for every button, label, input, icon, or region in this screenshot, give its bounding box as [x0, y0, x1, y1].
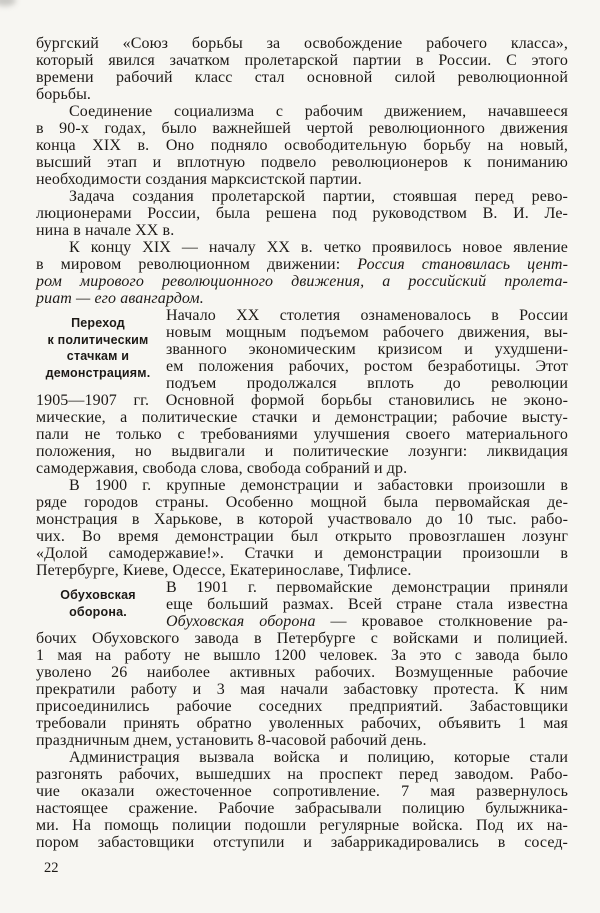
text-line: [36, 154, 568, 171]
text-line: [36, 494, 568, 511]
text-line: [36, 817, 568, 834]
emphasized-text: ром мирового революционного движения, а российский пролета-: [36, 273, 568, 290]
margin-note-line: к политическим: [47, 332, 149, 347]
text-line: [36, 749, 568, 766]
paragraph: [36, 239, 568, 307]
body-text: чих. Во время демонстрации был открыто провозглашен лозунг: [36, 528, 568, 545]
body-text: нина в начале XX в.: [36, 222, 175, 239]
text-line: [36, 681, 568, 698]
body-text: времени рабочий класс стал основной силой революционной: [36, 69, 568, 86]
body-text: который явился зачатком пролетарской партии в России. С этого: [36, 52, 568, 69]
paragraph: [36, 749, 568, 851]
text-line: [36, 188, 568, 205]
margin-note-line: оборона.: [69, 604, 127, 619]
text-line: [36, 35, 568, 52]
body-text: самодержавия, свобода слова, свобода собраний и др.: [36, 460, 408, 477]
body-text: Задача создания пролетарской партии, стоявшая перед рево-: [69, 188, 568, 205]
margin-note-line: Переход: [71, 316, 125, 330]
text-line: [36, 647, 568, 664]
body-text: конца XIX в. Оно подняло освободительную борьбу на новый,: [36, 137, 568, 154]
text-line: [36, 528, 568, 545]
text-line: [36, 86, 568, 103]
body-text: бочих Обуховского завода в Петербурге с войсками и полицией.: [36, 630, 568, 647]
text-line: [36, 52, 568, 69]
paragraph: [36, 307, 568, 477]
page-number: 22: [44, 860, 59, 876]
text-line: [36, 834, 568, 851]
text-line: [36, 103, 568, 120]
text-line: [166, 341, 568, 358]
text-line: [36, 766, 568, 783]
text-line: [36, 120, 568, 137]
paragraph: [36, 477, 568, 579]
body-text: 1905—1907 гг. Основной формой борьбы становились не эконо-: [36, 392, 568, 409]
text-line: [36, 511, 568, 528]
text-line: [36, 477, 568, 494]
body-text: В 1900 г. крупные демонстрации и забастовки произошли в: [69, 477, 568, 494]
text-line: [36, 171, 568, 188]
text-line: [36, 732, 568, 749]
body-text: уволено 26 наиболее активных рабочих. Возмущенные рабочие: [36, 664, 568, 681]
text-line: [166, 613, 568, 630]
body-text: подъем продолжался вплоть до революции: [166, 375, 568, 392]
body-text: 1 мая на работу не вышло 1200 человек. За это с завода было: [36, 647, 568, 664]
emphasized-text: Обуховская оборона: [166, 613, 316, 630]
body-text: В 1901 г. первомайские демонстрации приняли: [166, 579, 568, 596]
scan-smudge-top-left: [0, 0, 16, 6]
text-line: [36, 715, 568, 732]
text-line: [36, 239, 568, 256]
body-text: еще больший размах. Всей стране стала известна: [166, 596, 568, 613]
margin-note-line: Обуховская: [60, 588, 136, 602]
body-text: настоящее сражение. Рабочие забрасывали полицию булыжника-: [36, 800, 568, 817]
paragraph: [36, 35, 568, 103]
text-line: [36, 630, 568, 647]
body-text: Соединение социализма с рабочим движением, начавшееся: [69, 103, 568, 120]
text-line: [36, 256, 568, 273]
body-text: чие оказали ожесточенное сопротивление. 7 мая развернулось: [36, 783, 568, 800]
paragraph: [36, 188, 568, 239]
body-text: К концу XIX — началу XX в. четко проявилось новое явление: [69, 239, 568, 256]
body-text: требовали принять обратно уволенных рабочих, объявить 1 мая: [36, 715, 568, 732]
body-text: разгонять рабочих, вышедших на проспект перед заводом. Рабо-: [36, 766, 568, 783]
body-text: монстрация в Харькове, в которой участвовало до 10 тыс. рабо-: [36, 511, 568, 528]
text-line: [36, 800, 568, 817]
text-line: [166, 307, 568, 324]
body-text: присоединились рабочие соседних предприятий. Забастовщики: [36, 698, 568, 715]
text-line: [36, 137, 568, 154]
text-line: [166, 596, 568, 613]
body-text: званного экономическим кризисом и ухудшени-: [166, 341, 568, 358]
body-text: новым мощным подъемом рабочего движения, вы-: [166, 324, 568, 341]
emphasized-text: Россия становилась цент-: [357, 256, 568, 273]
text-line: [36, 783, 568, 800]
body-text: ем положения рабочих, ростом безработицы. Этот: [166, 358, 568, 375]
body-text: пали не только с требованиями улучшения своего материального: [36, 426, 568, 443]
text-line: [36, 664, 568, 681]
text-line: [36, 205, 568, 222]
body-text: прекратили работу и 3 мая начали забастовку протеста. К ним: [36, 681, 568, 698]
text-line: [166, 375, 568, 392]
text-line: [36, 222, 568, 239]
text-line: [36, 392, 568, 409]
text-line: [36, 562, 568, 579]
text-line: [36, 409, 568, 426]
narrow-text-block: [166, 579, 568, 630]
body-text: необходимости создания марксистской партии.: [36, 171, 362, 188]
body-text: ми. На помощь полиции подошли регулярные войска. Под их на-: [36, 817, 568, 834]
margin-note: [36, 307, 166, 392]
body-text: праздничным днем, установить 8-часовой рабочий день.: [36, 732, 427, 749]
paragraph: [36, 579, 568, 749]
text-column: [36, 35, 568, 851]
body-text: — кровавое столкновение ра-: [315, 613, 568, 630]
body-text: люционерами России, была решена под руководством В. И. Ле-: [36, 205, 568, 222]
body-text: Администрация вызвала войска и полицию, которые стали: [69, 749, 568, 766]
margin-note: [36, 579, 166, 630]
emphasized-text: риат — его авангардом.: [36, 290, 204, 307]
text-line: [36, 443, 568, 460]
text-line: [36, 69, 568, 86]
text-line: [36, 698, 568, 715]
margin-note-line: демонстрациям.: [45, 365, 151, 380]
body-text: Начало XX столетия ознаменовалось в России: [166, 307, 568, 324]
body-text: ряде городов страны. Особенно мощной была первомайская де-: [36, 494, 568, 511]
text-line: [166, 358, 568, 375]
paragraph: [36, 103, 568, 188]
body-text: высший этап и вплотную подвело революционеров к пониманию: [36, 154, 568, 171]
text-line: [36, 460, 568, 477]
body-text: положения, но выдвигали и политические лозунги: ликвидация: [36, 443, 568, 460]
text-line: [36, 273, 568, 290]
body-text: «Долой самодержавие!». Стачки и демонстрации произошли в: [36, 545, 568, 562]
margin-note-line: стачкам и: [66, 349, 130, 363]
text-line: [166, 579, 568, 596]
body-text: в 90-х годах, было важнейшей чертой революционного движения: [36, 120, 568, 137]
text-line: [166, 324, 568, 341]
body-text: пором забастовщики отступили и забаррикадировались в сосед-: [36, 834, 568, 851]
narrow-text-block: [166, 307, 568, 392]
body-text: бургский «Союз борьбы за освобождение рабочего класса»,: [36, 35, 568, 52]
body-text: мические, а политические стачки и демонстрации; рабочие высту-: [36, 409, 568, 426]
text-line: [36, 545, 568, 562]
text-line: [36, 290, 568, 307]
body-text: в мировом революционном движении:: [36, 256, 358, 273]
body-text: борьбы.: [36, 86, 92, 103]
body-text: Петербурге, Киеве, Одессе, Екатеринославе, Тифлисе.: [36, 562, 412, 579]
text-line: [36, 426, 568, 443]
